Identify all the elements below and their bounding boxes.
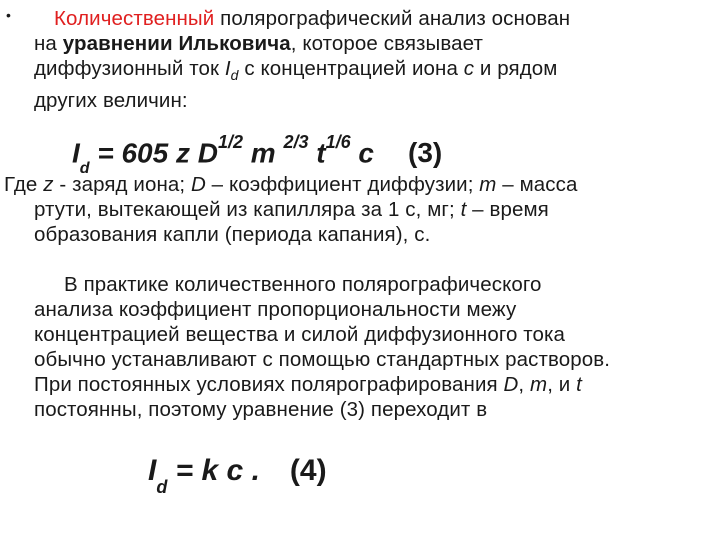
- practice-line-5: При постоянных условиях полярографирования D, m, и t: [34, 373, 582, 396]
- intro-line-3: диффузионный ток $I_d$ с концентрацией иона c и рядом: [34, 57, 558, 84]
- practice-line-6: постоянны, поэтому уравнение (3) переходит в: [34, 398, 488, 421]
- practice-line-2: анализа коэффициент пропорциональности межу: [34, 298, 517, 321]
- intro-line-2: на уравнении Ильковича, которое связывает: [34, 32, 483, 55]
- practice-line-3: концентрацией вещества и силой диффузионного тока: [34, 323, 566, 346]
- practice-line-1: В практике количественного полярографического: [64, 273, 542, 296]
- simplified-formula: $I_d = k$ c . (4): [148, 454, 327, 497]
- practice-line-4: обычно устанавливают с помощью стандартных растворов.: [34, 348, 611, 371]
- definitions-line-2: ртути, вытекающей из капилляра за 1 с, мг; t – время: [34, 198, 549, 221]
- bullet-marker: •: [6, 7, 11, 23]
- intro-line-4: других величин:: [34, 89, 188, 113]
- practice-paragraph: [34, 272, 718, 422]
- intro-line-1: Количественный полярографический анализ основан: [54, 7, 571, 30]
- equation-number-3: (3): [408, 137, 443, 169]
- definitions-line-1: Где z - заряд иона; D – коэффициент диффузии; m – масса: [4, 173, 578, 196]
- definitions-line-3: образования капли (периода капания), с.: [34, 223, 431, 246]
- definitions-paragraph: [4, 172, 716, 247]
- ilkovich-equation-term: уравнении Ильковича: [62, 32, 291, 55]
- equation-number-4: (4): [289, 454, 327, 487]
- intro-paragraph: [34, 6, 714, 113]
- highlighted-word: Количественный: [54, 7, 215, 30]
- ilkovich-formula: $I_d = 605$ z $D^{1/2}$ m $^{2/3}$ $t^{1/6}$ c (3): [72, 132, 443, 177]
